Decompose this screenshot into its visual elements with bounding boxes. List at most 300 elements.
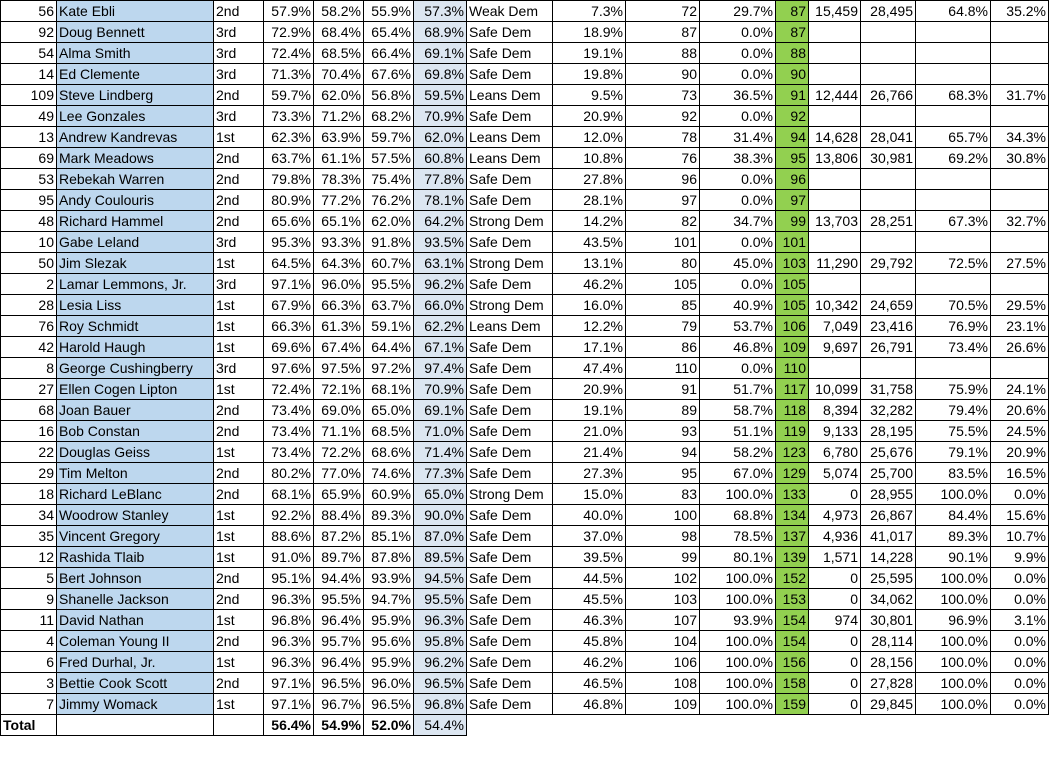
rating-label: Strong Dem	[467, 295, 553, 316]
candidate-name: Kate Ebli	[57, 1, 214, 22]
pct-a: 72.5%	[916, 253, 991, 274]
pct-a: 79.4%	[916, 400, 991, 421]
count-b: 30,981	[861, 148, 916, 169]
candidate-name: Jimmy Womack	[57, 694, 214, 715]
count-b	[861, 106, 916, 127]
pct-a: 65.7%	[916, 127, 991, 148]
rank-tier: 2nd	[214, 673, 264, 694]
table-row	[1, 442, 1049, 463]
pct-value-2: 62.0%	[314, 85, 364, 106]
count-b: 31,758	[861, 379, 916, 400]
count-a: 0	[809, 484, 861, 505]
pct-value-3: 94.7%	[364, 589, 414, 610]
candidate-name: Bob Constan	[57, 421, 214, 442]
rating-label: Safe Dem	[467, 526, 553, 547]
table-row	[1, 610, 1049, 631]
pct-value-2: 96.0%	[314, 274, 364, 295]
count-a: 9,133	[809, 421, 861, 442]
pct-value-3: 95.9%	[364, 652, 414, 673]
pct-b	[991, 64, 1049, 85]
district-number: 27	[1, 379, 57, 400]
pct-value-1: 72.4%	[264, 43, 314, 64]
index-value: 100	[626, 505, 700, 526]
pct-value-2: 96.4%	[314, 652, 364, 673]
rating-label: Leans Dem	[467, 148, 553, 169]
pct-b	[991, 106, 1049, 127]
rank-number: 95	[776, 148, 809, 169]
avg-pct: 65.0%	[414, 484, 467, 505]
candidate-name: Richard LeBlanc	[57, 484, 214, 505]
avg-pct: 57.3%	[414, 1, 467, 22]
table-row	[1, 106, 1049, 127]
pct-b	[991, 232, 1049, 253]
avg-pct: 96.3%	[414, 610, 467, 631]
pct-b: 16.5%	[991, 463, 1049, 484]
count-b: 28,114	[861, 631, 916, 652]
rating-label: Safe Dem	[467, 505, 553, 526]
pct-a: 100.0%	[916, 589, 991, 610]
pct-b: 29.5%	[991, 295, 1049, 316]
index-value: 76	[626, 148, 700, 169]
district-number: 56	[1, 1, 57, 22]
rating-label: Safe Dem	[467, 337, 553, 358]
count-a: 4,973	[809, 505, 861, 526]
district-number: 7	[1, 694, 57, 715]
count-b: 26,766	[861, 85, 916, 106]
pct-value-2: 89.7%	[314, 547, 364, 568]
pct-value-2: 93.3%	[314, 232, 364, 253]
district-number: 34	[1, 505, 57, 526]
rank-number: 123	[776, 442, 809, 463]
margin-pct: 37.0%	[553, 526, 626, 547]
pct-value-1: 88.6%	[264, 526, 314, 547]
pct-share: 68.8%	[700, 505, 776, 526]
pct-share: 46.8%	[700, 337, 776, 358]
pct-share: 58.2%	[700, 442, 776, 463]
count-a: 0	[809, 568, 861, 589]
count-b: 28,156	[861, 652, 916, 673]
count-b	[861, 190, 916, 211]
district-number: 54	[1, 43, 57, 64]
count-a: 974	[809, 610, 861, 631]
count-b: 26,791	[861, 337, 916, 358]
pct-a: 84.4%	[916, 505, 991, 526]
pct-a: 90.1%	[916, 547, 991, 568]
pct-value-1: 96.3%	[264, 589, 314, 610]
pct-share: 100.0%	[700, 673, 776, 694]
rating-label: Safe Dem	[467, 421, 553, 442]
pct-b: 20.6%	[991, 400, 1049, 421]
rating-label: Safe Dem	[467, 673, 553, 694]
rank-tier: 2nd	[214, 190, 264, 211]
rank-number: 105	[776, 295, 809, 316]
table-row	[1, 505, 1049, 526]
pct-value-1: 72.9%	[264, 22, 314, 43]
count-a: 4,936	[809, 526, 861, 547]
pct-value-3: 55.9%	[364, 1, 414, 22]
rank-tier: 2nd	[214, 1, 264, 22]
index-value: 94	[626, 442, 700, 463]
table-row	[1, 22, 1049, 43]
pct-value-1: 69.6%	[264, 337, 314, 358]
rank-tier: 2nd	[214, 85, 264, 106]
pct-value-1: 97.1%	[264, 694, 314, 715]
rank-tier: 3rd	[214, 274, 264, 295]
pct-value-3: 59.1%	[364, 316, 414, 337]
pct-value-3: 67.6%	[364, 64, 414, 85]
count-b: 28,195	[861, 421, 916, 442]
pct-share: 100.0%	[700, 694, 776, 715]
rank-tier: 2nd	[214, 148, 264, 169]
pct-value-2: 96.7%	[314, 694, 364, 715]
count-b	[861, 358, 916, 379]
district-number: 13	[1, 127, 57, 148]
rank-number: 103	[776, 253, 809, 274]
index-value: 95	[626, 463, 700, 484]
margin-pct: 19.1%	[553, 400, 626, 421]
rating-label: Safe Dem	[467, 610, 553, 631]
rank-tier: 1st	[214, 694, 264, 715]
pct-value-1: 67.9%	[264, 295, 314, 316]
pct-value-1: 71.3%	[264, 64, 314, 85]
rank-number: 87	[776, 1, 809, 22]
rating-label: Safe Dem	[467, 463, 553, 484]
rank-tier: 3rd	[214, 43, 264, 64]
pct-value-2: 66.3%	[314, 295, 364, 316]
count-b	[861, 169, 916, 190]
rank-number: 153	[776, 589, 809, 610]
rank-number: 105	[776, 274, 809, 295]
pct-value-3: 96.0%	[364, 673, 414, 694]
pct-share: 53.7%	[700, 316, 776, 337]
candidate-name: Lesia Liss	[57, 295, 214, 316]
margin-pct: 46.2%	[553, 274, 626, 295]
pct-value-1: 72.4%	[264, 379, 314, 400]
pct-value-3: 96.5%	[364, 694, 414, 715]
district-number: 6	[1, 652, 57, 673]
pct-a: 76.9%	[916, 316, 991, 337]
pct-value-2: 70.4%	[314, 64, 364, 85]
count-b	[861, 22, 916, 43]
rank-number: 118	[776, 400, 809, 421]
rating-label: Safe Dem	[467, 169, 553, 190]
margin-pct: 19.8%	[553, 64, 626, 85]
district-number: 9	[1, 589, 57, 610]
pct-b: 24.1%	[991, 379, 1049, 400]
count-a	[809, 64, 861, 85]
avg-pct: 67.1%	[414, 337, 467, 358]
index-value: 86	[626, 337, 700, 358]
district-number: 53	[1, 169, 57, 190]
count-a	[809, 190, 861, 211]
candidate-name: Shanelle Jackson	[57, 589, 214, 610]
pct-share: 0.0%	[700, 64, 776, 85]
index-value: 92	[626, 106, 700, 127]
rank-number: 96	[776, 169, 809, 190]
pct-value-3: 68.5%	[364, 421, 414, 442]
table-row	[1, 421, 1049, 442]
margin-pct: 47.4%	[553, 358, 626, 379]
pct-value-3: 62.0%	[364, 211, 414, 232]
count-b: 29,792	[861, 253, 916, 274]
candidate-name: Rashida Tlaib	[57, 547, 214, 568]
candidate-name: Ellen Cogen Lipton	[57, 379, 214, 400]
rating-label: Safe Dem	[467, 631, 553, 652]
rank-number: 92	[776, 106, 809, 127]
rank-number: 91	[776, 85, 809, 106]
district-number: 35	[1, 526, 57, 547]
pct-b: 32.7%	[991, 211, 1049, 232]
rank-tier: 1st	[214, 442, 264, 463]
pct-share: 34.7%	[700, 211, 776, 232]
pct-b: 15.6%	[991, 505, 1049, 526]
index-value: 108	[626, 673, 700, 694]
pct-value-1: 95.3%	[264, 232, 314, 253]
pct-share: 0.0%	[700, 22, 776, 43]
avg-pct: 70.9%	[414, 379, 467, 400]
table-row	[1, 211, 1049, 232]
rating-label: Safe Dem	[467, 694, 553, 715]
table-row	[1, 148, 1049, 169]
pct-value-1: 96.3%	[264, 652, 314, 673]
pct-a: 69.2%	[916, 148, 991, 169]
pct-value-2: 68.5%	[314, 43, 364, 64]
district-number: 4	[1, 631, 57, 652]
pct-value-3: 95.6%	[364, 631, 414, 652]
avg-pct: 96.2%	[414, 652, 467, 673]
rank-tier: 1st	[214, 337, 264, 358]
rank-number: 110	[776, 358, 809, 379]
avg-pct: 63.1%	[414, 253, 467, 274]
district-number: 28	[1, 295, 57, 316]
pct-a: 64.8%	[916, 1, 991, 22]
margin-pct: 21.4%	[553, 442, 626, 463]
pct-value-1: 80.2%	[264, 463, 314, 484]
pct-value-3: 74.6%	[364, 463, 414, 484]
pct-b	[991, 358, 1049, 379]
avg-pct: 62.0%	[414, 127, 467, 148]
pct-a	[916, 43, 991, 64]
pct-value-2: 78.3%	[314, 169, 364, 190]
margin-pct: 46.8%	[553, 694, 626, 715]
margin-pct: 18.9%	[553, 22, 626, 43]
count-b: 14,228	[861, 547, 916, 568]
rating-label: Leans Dem	[467, 127, 553, 148]
count-a: 10,099	[809, 379, 861, 400]
rating-label: Safe Dem	[467, 379, 553, 400]
table-row	[1, 64, 1049, 85]
pct-share: 0.0%	[700, 358, 776, 379]
count-b: 34,062	[861, 589, 916, 610]
index-value: 103	[626, 589, 700, 610]
index-value: 106	[626, 652, 700, 673]
pct-value-2: 96.5%	[314, 673, 364, 694]
index-value: 98	[626, 526, 700, 547]
index-value: 96	[626, 169, 700, 190]
margin-pct: 14.2%	[553, 211, 626, 232]
candidate-name: Harold Haugh	[57, 337, 214, 358]
count-a: 1,571	[809, 547, 861, 568]
district-number: 48	[1, 211, 57, 232]
pct-share: 0.0%	[700, 43, 776, 64]
avg-pct: 90.0%	[414, 505, 467, 526]
rank-tier: 2nd	[214, 589, 264, 610]
candidate-name: Andrew Kandrevas	[57, 127, 214, 148]
pct-a: 75.5%	[916, 421, 991, 442]
rank-tier: 1st	[214, 253, 264, 274]
table-row	[1, 253, 1049, 274]
rating-label: Strong Dem	[467, 484, 553, 505]
rating-label: Safe Dem	[467, 190, 553, 211]
pct-value-3: 60.7%	[364, 253, 414, 274]
pct-share: 80.1%	[700, 547, 776, 568]
rank-tier: 1st	[214, 652, 264, 673]
rating-label: Safe Dem	[467, 442, 553, 463]
pct-value-3: 89.3%	[364, 505, 414, 526]
district-number: 42	[1, 337, 57, 358]
pct-a: 83.5%	[916, 463, 991, 484]
rank-number: 87	[776, 22, 809, 43]
index-value: 93	[626, 421, 700, 442]
pct-share: 100.0%	[700, 589, 776, 610]
candidate-name: Lee Gonzales	[57, 106, 214, 127]
pct-share: 58.7%	[700, 400, 776, 421]
candidate-name: Coleman Young II	[57, 631, 214, 652]
pct-a: 73.4%	[916, 337, 991, 358]
pct-value-1: 64.5%	[264, 253, 314, 274]
pct-value-2: 96.4%	[314, 610, 364, 631]
pct-b: 0.0%	[991, 652, 1049, 673]
rank-tier: 1st	[214, 316, 264, 337]
pct-value-3: 64.4%	[364, 337, 414, 358]
rank-number: 156	[776, 652, 809, 673]
table-row	[1, 316, 1049, 337]
pct-value-3: 75.4%	[364, 169, 414, 190]
count-b: 32,282	[861, 400, 916, 421]
district-number: 76	[1, 316, 57, 337]
margin-pct: 40.0%	[553, 505, 626, 526]
avg-pct: 62.2%	[414, 316, 467, 337]
pct-value-1: 73.4%	[264, 442, 314, 463]
pct-b: 0.0%	[991, 694, 1049, 715]
count-b	[861, 274, 916, 295]
index-value: 83	[626, 484, 700, 505]
rank-tier: 1st	[214, 547, 264, 568]
total-row	[1, 715, 1049, 736]
rank-tier: 2nd	[214, 421, 264, 442]
table-row	[1, 85, 1049, 106]
rating-label: Safe Dem	[467, 106, 553, 127]
index-value: 87	[626, 22, 700, 43]
pct-value-2: 72.1%	[314, 379, 364, 400]
pct-a	[916, 106, 991, 127]
pct-value-1: 57.9%	[264, 1, 314, 22]
candidate-name: Bert Johnson	[57, 568, 214, 589]
pct-value-2: 72.2%	[314, 442, 364, 463]
index-value: 99	[626, 547, 700, 568]
candidate-name: Gabe Leland	[57, 232, 214, 253]
pct-value-3: 97.2%	[364, 358, 414, 379]
rank-number: 139	[776, 547, 809, 568]
rank-tier: 3rd	[214, 232, 264, 253]
table-row	[1, 694, 1049, 715]
table-row	[1, 484, 1049, 505]
candidate-name: Doug Bennett	[57, 22, 214, 43]
district-number: 50	[1, 253, 57, 274]
rating-label: Strong Dem	[467, 253, 553, 274]
pct-share: 100.0%	[700, 568, 776, 589]
candidate-name: Alma Smith	[57, 43, 214, 64]
pct-value-1: 73.3%	[264, 106, 314, 127]
pct-value-2: 95.7%	[314, 631, 364, 652]
pct-value-2: 97.5%	[314, 358, 364, 379]
index-value: 101	[626, 232, 700, 253]
pct-b: 0.0%	[991, 589, 1049, 610]
avg-pct: 96.5%	[414, 673, 467, 694]
count-a: 0	[809, 589, 861, 610]
pct-b: 10.7%	[991, 526, 1049, 547]
margin-pct: 46.3%	[553, 610, 626, 631]
pct-b	[991, 22, 1049, 43]
rank-tier: 1st	[214, 127, 264, 148]
pct-value-2: 65.1%	[314, 211, 364, 232]
avg-pct: 89.5%	[414, 547, 467, 568]
table-row	[1, 43, 1049, 64]
rank-tier: 1st	[214, 610, 264, 631]
pct-value-3: 60.9%	[364, 484, 414, 505]
candidate-name: Rebekah Warren	[57, 169, 214, 190]
margin-pct: 20.9%	[553, 106, 626, 127]
count-a: 12,444	[809, 85, 861, 106]
margin-pct: 13.1%	[553, 253, 626, 274]
avg-pct: 70.9%	[414, 106, 467, 127]
candidate-name: Vincent Gregory	[57, 526, 214, 547]
district-number: 10	[1, 232, 57, 253]
table-row	[1, 274, 1049, 295]
rating-label: Safe Dem	[467, 22, 553, 43]
pct-a	[916, 64, 991, 85]
pct-value-3: 68.6%	[364, 442, 414, 463]
pct-value-1: 63.7%	[264, 148, 314, 169]
district-number: 92	[1, 22, 57, 43]
pct-a	[916, 274, 991, 295]
avg-pct: 78.1%	[414, 190, 467, 211]
count-b: 41,017	[861, 526, 916, 547]
pct-value-3: 87.8%	[364, 547, 414, 568]
rank-number: 158	[776, 673, 809, 694]
rank-tier: 2nd	[214, 211, 264, 232]
rank-tier: 2nd	[214, 169, 264, 190]
margin-pct: 27.3%	[553, 463, 626, 484]
rating-label: Strong Dem	[467, 211, 553, 232]
candidate-name: David Nathan	[57, 610, 214, 631]
candidate-name: Douglas Geiss	[57, 442, 214, 463]
avg-pct: 69.8%	[414, 64, 467, 85]
district-number: 22	[1, 442, 57, 463]
pct-b: 9.9%	[991, 547, 1049, 568]
pct-a	[916, 232, 991, 253]
candidate-name: Mark Meadows	[57, 148, 214, 169]
margin-pct: 17.1%	[553, 337, 626, 358]
rank-tier: 2nd	[214, 463, 264, 484]
count-a: 0	[809, 652, 861, 673]
pct-value-3: 65.4%	[364, 22, 414, 43]
avg-pct: 69.1%	[414, 400, 467, 421]
count-b	[861, 232, 916, 253]
table-row	[1, 190, 1049, 211]
rating-label: Safe Dem	[467, 652, 553, 673]
margin-pct: 39.5%	[553, 547, 626, 568]
